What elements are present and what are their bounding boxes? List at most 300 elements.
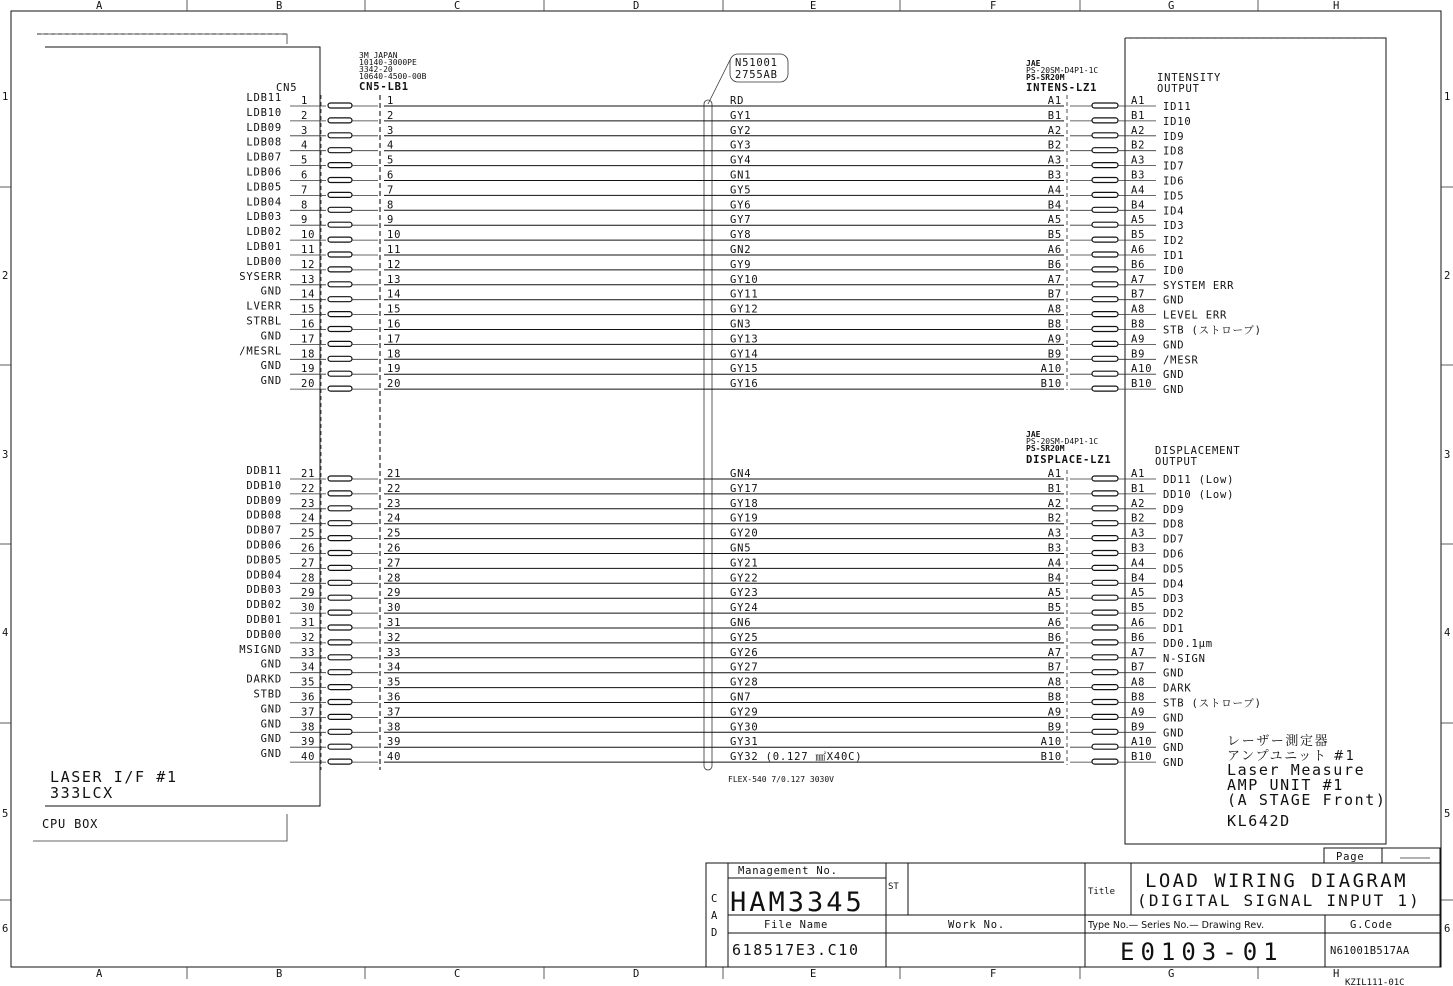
amp-receptacle-pin: A9 bbox=[1131, 333, 1146, 346]
harness-pin-number: 36 bbox=[387, 691, 402, 704]
amp-signal-label: STB (ストローブ) bbox=[1163, 324, 1262, 337]
amp-receptacle-pin: A9 bbox=[1131, 706, 1146, 719]
amp-signal-label: ID4 bbox=[1163, 205, 1185, 218]
amp-plug-pin: A1 bbox=[1047, 95, 1062, 107]
cn5-contact bbox=[328, 536, 352, 541]
cn5-contact bbox=[328, 640, 352, 645]
amp-contact bbox=[1092, 207, 1118, 212]
amp-signal-label: DD7 bbox=[1163, 533, 1185, 546]
wire-color-label: GY5 bbox=[730, 184, 752, 197]
cn5-contact bbox=[328, 297, 352, 302]
column-ref-bottom: B bbox=[276, 968, 284, 980]
column-ref-top: D bbox=[633, 0, 641, 12]
gcode-label: G.Code bbox=[1350, 919, 1393, 931]
amp-contact bbox=[1092, 103, 1118, 108]
amp-contact bbox=[1092, 327, 1118, 332]
wire-color-label: GY16 bbox=[730, 378, 759, 391]
cn5-contact bbox=[328, 729, 352, 734]
cpu-pin-number: 30 bbox=[301, 602, 316, 615]
amp-contact bbox=[1092, 655, 1118, 660]
cpu-signal-label: GND bbox=[260, 748, 282, 761]
amp-signal-label: DD1 bbox=[1163, 623, 1185, 635]
wire-color-label: GY4 bbox=[730, 154, 752, 167]
cpu-pin-number: 6 bbox=[301, 169, 309, 182]
harness-pin-number: 9 bbox=[387, 214, 395, 227]
amp-signal-label: DD9 bbox=[1163, 503, 1185, 516]
displacement-title-1: DISPLACEMENT bbox=[1155, 445, 1241, 457]
amp-receptacle-pin: B3 bbox=[1131, 169, 1146, 182]
cpu-signal-label: LDB02 bbox=[246, 226, 282, 239]
harness-pin-number: 22 bbox=[387, 482, 402, 495]
cpu-signal-label: GND bbox=[260, 330, 282, 343]
amp-receptacle-pin: A5 bbox=[1131, 587, 1146, 600]
amp-contact bbox=[1092, 670, 1118, 675]
amp-contact bbox=[1092, 386, 1118, 391]
amp-contact bbox=[1092, 759, 1118, 764]
harness-pin-number: 35 bbox=[387, 676, 402, 689]
amp-receptacle-pin: A4 bbox=[1131, 184, 1146, 197]
harness-pin-number: 11 bbox=[387, 244, 402, 256]
wire-color-label: RD bbox=[730, 95, 745, 107]
cn5-lb1-part2: 3342-20 bbox=[359, 65, 393, 74]
amp-signal-label: GND bbox=[1163, 384, 1185, 397]
amp-signal-label: DD11 (Low) bbox=[1163, 474, 1235, 486]
cn5-contact bbox=[328, 371, 352, 376]
amp-receptacle-pin: B2 bbox=[1131, 512, 1146, 525]
column-ref-top: F bbox=[990, 0, 998, 12]
harness-pin-number: 16 bbox=[387, 318, 402, 331]
cn5-contact bbox=[328, 551, 352, 556]
cpu-signal-label: GND bbox=[260, 733, 282, 746]
cpu-signal-label: LDB07 bbox=[246, 151, 282, 164]
harness-pin-number: 20 bbox=[387, 378, 402, 391]
amp-signal-label: ID0 bbox=[1163, 264, 1185, 277]
cpu-signal-label: DDB04 bbox=[246, 569, 282, 582]
cable-id-2: 2755AB bbox=[735, 69, 778, 81]
wire-color-label: GY18 bbox=[730, 497, 759, 510]
amp-plug-pin: B3 bbox=[1047, 542, 1062, 555]
cpu-pin-number: 8 bbox=[301, 199, 309, 212]
amp-signal-label: ID3 bbox=[1163, 220, 1185, 233]
amp-plug-pin: A7 bbox=[1047, 273, 1062, 286]
column-ref-top: E bbox=[810, 0, 818, 12]
row-ref-left: 1 bbox=[2, 91, 10, 103]
cn5-contact bbox=[328, 625, 352, 630]
intens-maker: JAE bbox=[1026, 59, 1041, 68]
harness-pin-number: 29 bbox=[387, 587, 402, 600]
amp-receptacle-pin: B5 bbox=[1131, 229, 1146, 242]
cpu-pin-number: 34 bbox=[301, 661, 316, 674]
amp-signal-label: GND bbox=[1163, 339, 1185, 352]
cn5-contact bbox=[328, 237, 352, 242]
cpu-signal-label: LDB00 bbox=[246, 255, 282, 268]
harness-pin-number: 12 bbox=[387, 258, 402, 271]
cpu-pin-number: 14 bbox=[301, 288, 316, 301]
cpu-pin-number: 4 bbox=[301, 139, 309, 152]
amp-receptacle-pin: B9 bbox=[1131, 721, 1146, 734]
amp-plug-pin: B7 bbox=[1047, 661, 1062, 674]
amp-signal-label: GND bbox=[1163, 369, 1185, 382]
cn5-lb1-part1: 10140-3000PE bbox=[359, 58, 417, 67]
column-ref-bottom: E bbox=[810, 968, 818, 980]
harness-pin-number: 18 bbox=[387, 348, 402, 361]
cpu-signal-label: DDB00 bbox=[246, 628, 282, 641]
amp-signal-label: ID9 bbox=[1163, 130, 1185, 143]
amp-signal-label: DARK bbox=[1163, 682, 1192, 695]
cpu-signal-label: LDB09 bbox=[246, 121, 282, 134]
harness-pin-number: 24 bbox=[387, 512, 402, 525]
cpu-pin-number: 32 bbox=[301, 631, 316, 644]
row-ref-left: 3 bbox=[2, 449, 10, 461]
amp-contact bbox=[1092, 192, 1118, 197]
cpu-pin-number: 24 bbox=[301, 512, 316, 525]
amp-plug-pin: A8 bbox=[1047, 676, 1062, 689]
amp-receptacle-pin: B1 bbox=[1131, 482, 1146, 495]
amp-contact bbox=[1092, 252, 1118, 257]
cn5-lb1-part3: 10640-4500-00B bbox=[359, 72, 427, 81]
harness-pin-number: 23 bbox=[387, 497, 402, 510]
wire-color-label: GY1 bbox=[730, 109, 752, 122]
amp-receptacle-pin: B7 bbox=[1131, 661, 1146, 674]
cn5-label: CN5 bbox=[276, 82, 298, 94]
wire-color-label: GY32 (0.127 ㎟X40C) bbox=[730, 751, 863, 764]
cad-letter-c: C bbox=[711, 893, 719, 905]
wire-color-label: GY31 bbox=[730, 736, 759, 749]
wire-color-label: GN1 bbox=[730, 169, 752, 182]
cn5-contact bbox=[328, 148, 352, 153]
amp-contact bbox=[1092, 297, 1118, 302]
amp-signal-label: DD10 (Low) bbox=[1163, 488, 1235, 501]
amp-contact bbox=[1092, 178, 1118, 183]
amp-plug-pin: A3 bbox=[1047, 154, 1062, 167]
amp-receptacle-pin: A3 bbox=[1131, 154, 1146, 167]
intensity-title-2: OUTPUT bbox=[1157, 83, 1200, 95]
cn5-contact bbox=[328, 670, 352, 675]
amp-receptacle-pin: A6 bbox=[1131, 617, 1146, 629]
amp-jp-unit: アンプユニット #1 bbox=[1227, 749, 1356, 764]
amp-receptacle-pin: B1 bbox=[1131, 109, 1146, 122]
amp-receptacle-pin: B4 bbox=[1131, 572, 1146, 585]
amp-contact bbox=[1092, 744, 1118, 749]
cpu-signal-label: LDB05 bbox=[246, 181, 282, 194]
row-ref-left: 6 bbox=[2, 923, 10, 935]
cn5-contact bbox=[328, 700, 352, 705]
cpu-pin-number: 40 bbox=[301, 751, 316, 764]
cpu-signal-label: /MESRL bbox=[239, 345, 282, 358]
amp-signal-label: SYSTEM ERR bbox=[1163, 279, 1235, 292]
cn5-contact bbox=[328, 491, 352, 496]
amp-receptacle-pin: A7 bbox=[1131, 646, 1146, 659]
cn5-contact bbox=[328, 252, 352, 257]
amp-signal-label: DD8 bbox=[1163, 518, 1185, 531]
wire-color-label: GY22 bbox=[730, 572, 759, 585]
displace-maker: JAE bbox=[1026, 430, 1041, 439]
amp-signal-label: DD5 bbox=[1163, 563, 1185, 576]
amp-receptacle-pin: B6 bbox=[1131, 631, 1146, 644]
cpu-pin-number: 9 bbox=[301, 214, 309, 227]
drawing-number: E0103-01 bbox=[1120, 938, 1284, 966]
amp-signal-label: ID6 bbox=[1163, 175, 1185, 188]
amp-plug-pin: A3 bbox=[1047, 527, 1062, 540]
amp-receptacle-pin: A4 bbox=[1131, 557, 1146, 570]
cpu-pin-number: 38 bbox=[301, 721, 316, 734]
cn5-contact bbox=[328, 685, 352, 690]
cn5-contact bbox=[328, 744, 352, 749]
wire-color-label: GY27 bbox=[730, 661, 759, 674]
cpu-box-label: CPU BOX bbox=[42, 817, 99, 831]
cpu-signal-label: GND bbox=[260, 658, 282, 671]
cn5-contact bbox=[328, 178, 352, 183]
cpu-pin-number: 29 bbox=[301, 587, 316, 600]
cad-letter-a: A bbox=[711, 910, 719, 922]
amp-signal-label: DD4 bbox=[1163, 578, 1185, 591]
cpu-pin-number: 27 bbox=[301, 557, 316, 570]
harness-pin-number: 39 bbox=[387, 736, 402, 749]
amp-plug-pin: B5 bbox=[1047, 602, 1062, 615]
amp-contact bbox=[1092, 312, 1118, 317]
intens-part2: PS-SR20M bbox=[1026, 73, 1065, 82]
cn5-contact bbox=[328, 759, 352, 764]
cn5-contact bbox=[328, 356, 352, 361]
amp-contact bbox=[1092, 237, 1118, 242]
cable-id-1: N51001 bbox=[735, 57, 778, 69]
amp-signal-label: GND bbox=[1163, 742, 1185, 755]
amp-contact bbox=[1092, 536, 1118, 541]
cpu-signal-label: DDB03 bbox=[246, 584, 282, 597]
cn5-contact bbox=[328, 565, 352, 570]
amp-en-stage: (A STAGE Front) bbox=[1227, 791, 1387, 809]
amp-receptacle-pin: A2 bbox=[1131, 124, 1146, 137]
amp-plug-pin: A5 bbox=[1047, 587, 1062, 600]
amp-signal-label: DD0.1μm bbox=[1163, 637, 1213, 650]
amp-signal-label: /MESR bbox=[1163, 354, 1199, 367]
cpu-signal-label: GND bbox=[260, 360, 282, 373]
harness-pin-number: 8 bbox=[387, 199, 395, 212]
wire-color-label: GY21 bbox=[730, 557, 759, 570]
harness-pin-number: 30 bbox=[387, 602, 402, 615]
harness-pin-number: 26 bbox=[387, 542, 402, 555]
cn5-contact bbox=[328, 118, 352, 123]
wire-color-label: GY19 bbox=[730, 512, 759, 525]
amp-receptacle-pin: B7 bbox=[1131, 288, 1146, 301]
amp-contact bbox=[1092, 595, 1118, 600]
cn5-contact bbox=[328, 312, 352, 317]
cpu-pin-number: 35 bbox=[301, 676, 316, 689]
cn5-contact bbox=[328, 103, 352, 108]
amp-signal-label: STB (ストローブ) bbox=[1163, 697, 1262, 710]
amp-receptacle-pin: B8 bbox=[1131, 318, 1146, 331]
cpu-signal-label: SYSERR bbox=[239, 270, 282, 283]
amp-contact bbox=[1092, 714, 1118, 719]
cpu-signal-label: DDB06 bbox=[246, 539, 282, 552]
harness-pin-number: 3 bbox=[387, 124, 395, 137]
st-label: ST bbox=[888, 882, 899, 892]
column-ref-top: C bbox=[454, 0, 462, 12]
cn5-lb1-maker: 3M JAPAN bbox=[359, 51, 398, 60]
cn5-contact bbox=[328, 192, 352, 197]
amp-contact bbox=[1092, 700, 1118, 705]
amp-receptacle-pin: A5 bbox=[1131, 214, 1146, 227]
wire-color-label: GY2 bbox=[730, 124, 752, 137]
amp-receptacle-pin: A1 bbox=[1131, 95, 1146, 107]
column-ref-bottom: C bbox=[454, 968, 462, 980]
amp-plug-pin: B2 bbox=[1047, 139, 1062, 152]
amp-jp-name: レーザー測定器 bbox=[1227, 734, 1330, 749]
amp-plug-pin: A10 bbox=[1040, 363, 1062, 376]
amp-signal-label: ID8 bbox=[1163, 145, 1185, 158]
cpu-signal-label: LDB04 bbox=[246, 196, 282, 209]
column-ref-top: B bbox=[276, 0, 284, 12]
amp-receptacle-pin: B4 bbox=[1131, 199, 1146, 212]
cn5-contact bbox=[328, 133, 352, 138]
cn5-contact bbox=[328, 521, 352, 526]
harness-pin-number: 40 bbox=[387, 751, 402, 764]
cpu-signal-label: LVERR bbox=[246, 300, 282, 313]
amp-en-unit: AMP UNIT #1 bbox=[1227, 776, 1344, 794]
amp-receptacle-pin: B6 bbox=[1131, 258, 1146, 271]
wire-color-label: GN2 bbox=[730, 244, 752, 256]
row-ref-right: 6 bbox=[1444, 923, 1452, 935]
cpu-pin-number: 16 bbox=[301, 318, 316, 331]
cpu-signal-label: LDB06 bbox=[246, 166, 282, 179]
amp-contact bbox=[1092, 222, 1118, 227]
cpu-pin-number: 13 bbox=[301, 273, 316, 286]
amp-contact bbox=[1092, 118, 1118, 123]
wire-color-label: GN3 bbox=[730, 318, 752, 331]
title-line-1: LOAD WIRING DIAGRAM bbox=[1145, 870, 1408, 892]
type-no-label: Type No.— Series No.— Drawing Rev. bbox=[1088, 920, 1265, 931]
cn5-contact bbox=[328, 267, 352, 272]
cpu-pin-number: 18 bbox=[301, 348, 316, 361]
cn5-contact bbox=[328, 341, 352, 346]
wire-color-label: GY11 bbox=[730, 288, 759, 301]
harness-pin-number: 4 bbox=[387, 139, 395, 152]
amp-plug-pin: B2 bbox=[1047, 512, 1062, 525]
cn5-contact bbox=[328, 222, 352, 227]
row-ref-left: 4 bbox=[2, 627, 10, 639]
wire-color-label: GY13 bbox=[730, 333, 759, 346]
amp-contact bbox=[1092, 551, 1118, 556]
cn5-lb1-name: CN5-LB1 bbox=[359, 81, 409, 93]
amp-contact bbox=[1092, 267, 1118, 272]
cpu-pin-number: 36 bbox=[301, 691, 316, 704]
cpu-pin-number: 17 bbox=[301, 333, 316, 346]
wire-color-label: GY10 bbox=[730, 273, 759, 286]
amp-signal-label: GND bbox=[1163, 294, 1185, 307]
amp-contact bbox=[1092, 356, 1118, 361]
amp-contact bbox=[1092, 640, 1118, 645]
amp-plug-pin: B1 bbox=[1047, 109, 1062, 122]
amp-receptacle-pin: B2 bbox=[1131, 139, 1146, 152]
row-ref-right: 1 bbox=[1444, 91, 1452, 103]
cpu-pin-number: 15 bbox=[301, 303, 316, 316]
amp-plug-pin: B10 bbox=[1040, 751, 1062, 764]
cpu-pin-number: 37 bbox=[301, 706, 316, 719]
column-ref-top: G bbox=[1168, 0, 1176, 12]
cn5-contact bbox=[328, 476, 352, 481]
row-ref-left: 2 bbox=[2, 270, 10, 282]
intensity-title-1: INTENSITY bbox=[1157, 72, 1222, 84]
amp-contact bbox=[1092, 580, 1118, 585]
cpu-pin-number: 7 bbox=[301, 184, 309, 197]
harness-pin-number: 34 bbox=[387, 661, 402, 674]
wire-color-label: GY30 bbox=[730, 721, 759, 734]
amp-plug-pin: B6 bbox=[1047, 258, 1062, 271]
amp-plug-pin: A10 bbox=[1040, 736, 1062, 749]
laser-if-name: LASER I/F #1 bbox=[50, 768, 178, 786]
amp-signal-label: DD6 bbox=[1163, 548, 1185, 561]
wire-color-label: GY28 bbox=[730, 676, 759, 689]
amp-plug-pin: B9 bbox=[1047, 348, 1062, 361]
amp-receptacle-pin: A8 bbox=[1131, 303, 1146, 316]
cpu-signal-label: MSIGND bbox=[239, 643, 282, 656]
cpu-pin-number: 2 bbox=[301, 109, 309, 122]
cpu-pin-number: 22 bbox=[301, 482, 316, 495]
wire-color-label: GY26 bbox=[730, 646, 759, 659]
cn5-contact bbox=[328, 714, 352, 719]
cpu-pin-number: 31 bbox=[301, 617, 316, 629]
amp-signal-label: ID10 bbox=[1163, 115, 1192, 128]
wire-color-label: GY14 bbox=[730, 348, 759, 361]
wire-color-label: GY3 bbox=[730, 139, 752, 152]
row-ref-right: 2 bbox=[1444, 270, 1452, 282]
displace-name: DISPLACE-LZ1 bbox=[1026, 454, 1112, 466]
wire-color-label: GY6 bbox=[730, 199, 752, 212]
amp-plug-pin: A9 bbox=[1047, 706, 1062, 719]
amp-plug-pin: A1 bbox=[1047, 468, 1062, 480]
harness-pin-number: 37 bbox=[387, 706, 402, 719]
cpu-signal-label: DDB02 bbox=[246, 599, 282, 612]
amp-signal-label: GND bbox=[1163, 727, 1185, 740]
amp-receptacle-pin: A2 bbox=[1131, 497, 1146, 510]
cpu-pin-number: 39 bbox=[301, 736, 316, 749]
work-no-label: Work No. bbox=[948, 919, 1005, 931]
management-no: HAM3345 bbox=[730, 887, 865, 918]
amp-receptacle-pin: B10 bbox=[1131, 751, 1153, 764]
cpu-signal-label: DDB09 bbox=[246, 494, 282, 507]
row-ref-right: 3 bbox=[1444, 449, 1452, 461]
amp-signal-label: ID2 bbox=[1163, 235, 1185, 248]
amp-plug-pin: A6 bbox=[1047, 244, 1062, 256]
amp-receptacle-pin: A8 bbox=[1131, 676, 1146, 689]
cpu-pin-number: 26 bbox=[301, 542, 316, 555]
amp-contact bbox=[1092, 685, 1118, 690]
column-ref-bottom: A bbox=[96, 968, 104, 980]
amp-plug-pin: A2 bbox=[1047, 497, 1062, 510]
amp-contact bbox=[1092, 148, 1118, 153]
harness-pin-number: 13 bbox=[387, 273, 402, 286]
amp-plug-pin: A5 bbox=[1047, 214, 1062, 227]
amp-signal-label: GND bbox=[1163, 712, 1185, 725]
cpu-signal-label: LDB10 bbox=[246, 106, 282, 119]
wire-color-label: GY25 bbox=[730, 631, 759, 644]
harness-pin-number: 33 bbox=[387, 646, 402, 659]
harness-pin-number: 31 bbox=[387, 617, 402, 629]
harness-pin-number: 1 bbox=[387, 95, 395, 107]
cpu-signal-label: DDB05 bbox=[246, 554, 282, 567]
cpu-signal-label: LDB11 bbox=[246, 92, 282, 104]
cable-bundle bbox=[704, 100, 712, 770]
amp-receptacle-pin: A1 bbox=[1131, 468, 1146, 480]
row-ref-right: 5 bbox=[1444, 808, 1452, 820]
cpu-pin-number: 19 bbox=[301, 363, 316, 376]
amp-plug-pin: B3 bbox=[1047, 169, 1062, 182]
displace-part2: PS-SR20M bbox=[1026, 444, 1065, 453]
displacement-title-2: OUTPUT bbox=[1155, 456, 1198, 468]
title-line-2: (DIGITAL SIGNAL INPUT 1) bbox=[1137, 891, 1421, 910]
amp-plug-pin: B4 bbox=[1047, 199, 1062, 212]
cn5-contact bbox=[328, 163, 352, 168]
